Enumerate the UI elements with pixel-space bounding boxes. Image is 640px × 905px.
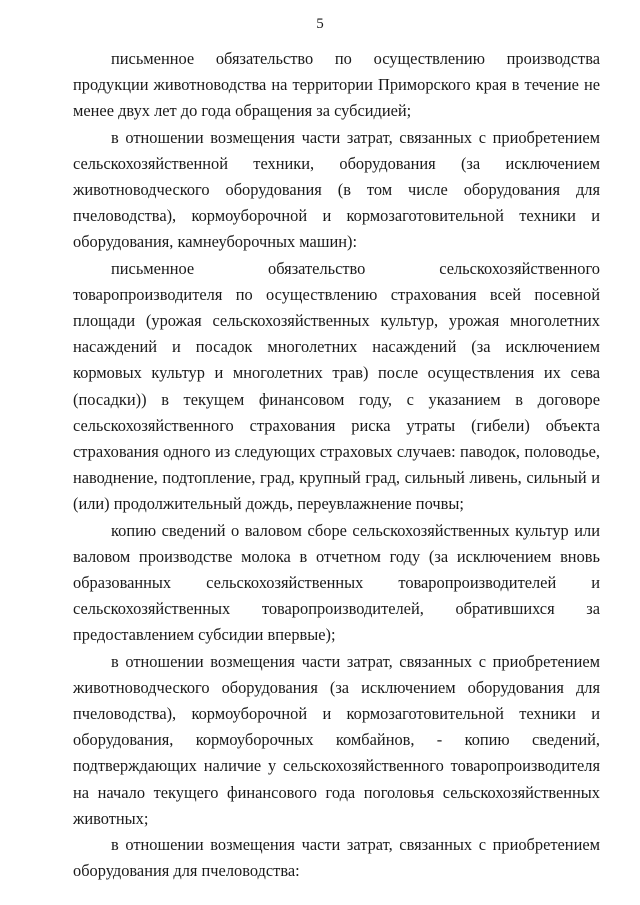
paragraph-machinery-costs: в отношении возмещения части затрат, связанных с приобретением сельскохозяйственной техники, оборудования (за исключением животноводческого оборудования (в том числе оборудования для пчеловодства), кормоуборочной и кормозаготовительной техники и оборудования, камнеуборочных машин): — [73, 127, 600, 252]
document-body — [73, 46, 600, 885]
paragraph-livestock-obligation: письменное обязательство по осуществлению производства продукции животноводства на территории Приморского края в течение не менее двух лет до года обращения за субсидией; — [73, 49, 600, 121]
page-number: 5 — [316, 16, 324, 32]
paragraph-livestock-equipment: в отношении возмещения части затрат, связанных с приобретением животноводческого оборудования (за исключением оборудования для пчеловодства), кормоуборочной и кормозаготовительной техники и оборудования, кормоуборочных комбайнов, - копию сведений, подтверждающих наличие у сельскохозяйственного товаропроизводителя на начало текущего финансового года поголовья сельскохозяйственных животных; — [73, 651, 600, 828]
paragraph-beekeeping-equipment: в отношении возмещения части затрат, связанных с приобретением оборудования для пчеловодства: — [73, 835, 600, 881]
paragraph-insurance-obligation: письменное обязательство сельскохозяйственного товаропроизводителя по осуществлению страхования всей посевной площади (урожая сельскохозяйственных культур, урожая многолетних насаждений и посадок многолетних насаждений (за исключением кормовых культур и многолетних трав) после осуществления их сева (посадки)) в текущем финансовом году, с указанием в договоре сельскохозяйственного страхования риска утраты (гибели) объекта страхования одного из следующих страховых случаев: паводок, половодье, наводнение, подтопление, град, крупный град, сильный ливень, сильный и (или) продолжительный дождь, переувлажнение почвы; — [73, 258, 600, 514]
paragraph-gross-harvest-copy: копию сведений о валовом сборе сельскохозяйственных культур или валовом производстве молока в отчетном году (за исключением вновь образованных сельскохозяйственных товаропроизводителей и сельскохозяйственных товаропроизводителей, обратившихся за предоставлением субсидии впервые); — [73, 520, 600, 645]
